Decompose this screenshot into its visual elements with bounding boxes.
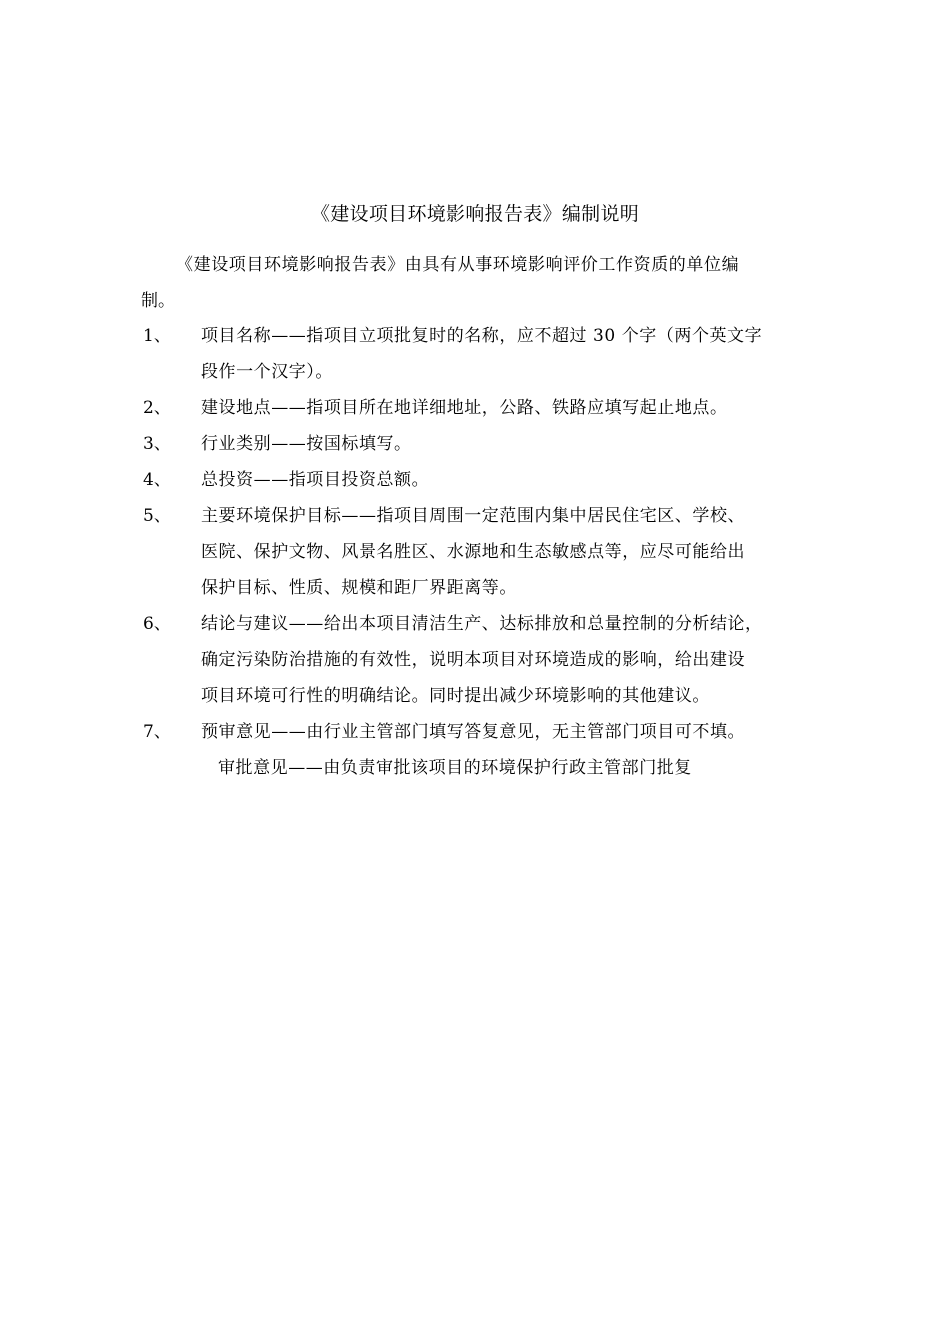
item-text — [201, 390, 823, 426]
instruction-item-3 — [143, 426, 823, 462]
approval-note: 审批意见——由负责审批该项目的环境保护行政主管部门批复 — [218, 758, 692, 778]
item-line: 项目环境可行性的明确结论。同时提出减少环境影响的其他建议。 — [201, 686, 710, 706]
instruction-item-6 — [143, 606, 823, 714]
item-line: 预审意见——由行业主管部门填写答复意见，无主管部门项目可不填。 — [201, 722, 746, 742]
item-text — [201, 714, 823, 750]
item-number: 7、 — [143, 722, 171, 742]
instruction-item-5 — [143, 498, 823, 606]
instruction-list — [143, 318, 823, 786]
intro-line: 《建设项目环境影响报告表》由具有从事环境影响评价工作资质的单位编 — [176, 255, 740, 275]
item-number: 4、 — [143, 470, 171, 490]
item-text — [201, 606, 823, 714]
item-number: 5、 — [143, 506, 171, 526]
item-text — [201, 426, 823, 462]
item-line: 结论与建议——给出本项目清洁生产、达标排放和总量控制的分析结论， — [201, 614, 763, 634]
item-number: 1、 — [143, 326, 171, 346]
item-number: 2、 — [143, 398, 171, 418]
item-number: 6、 — [143, 614, 171, 634]
item-line: 项目名称——指项目立项批复时的名称，应不超过 30 个字（两个英文字 — [201, 326, 763, 346]
instruction-item-7 — [143, 714, 823, 750]
item-text — [201, 462, 823, 498]
item-line: 建设地点——指项目所在地详细地址，公路、铁路应填写起止地点。 — [201, 398, 728, 418]
intro-paragraph — [141, 247, 813, 319]
item-text — [201, 498, 823, 606]
intro-line: 制。 — [141, 291, 175, 311]
item-text — [201, 318, 823, 390]
document-title: 《建设项目环境影响报告表》编制说明 — [310, 203, 640, 225]
instruction-item-2 — [143, 390, 823, 426]
item-line: 段作一个汉字）。 — [201, 362, 333, 382]
instruction-item-4 — [143, 462, 823, 498]
item-line: 主要环境保护目标——指项目周围一定范围内集中居民住宅区、学校、 — [201, 506, 746, 526]
item-number: 3、 — [143, 434, 171, 454]
item-line: 保护目标、性质、规模和距厂界距离等。 — [201, 578, 517, 598]
item-line: 总投资——指项目投资总额。 — [201, 470, 430, 490]
item-line: 医院、保护文物、风景名胜区、水源地和生态敏感点等，应尽可能给出 — [201, 542, 746, 562]
item-line: 确定污染防治措施的有效性，说明本项目对环境造成的影响，给出建设 — [201, 650, 746, 670]
instruction-item-1 — [143, 318, 823, 390]
item-line: 行业类别——按国标填写。 — [201, 434, 412, 454]
